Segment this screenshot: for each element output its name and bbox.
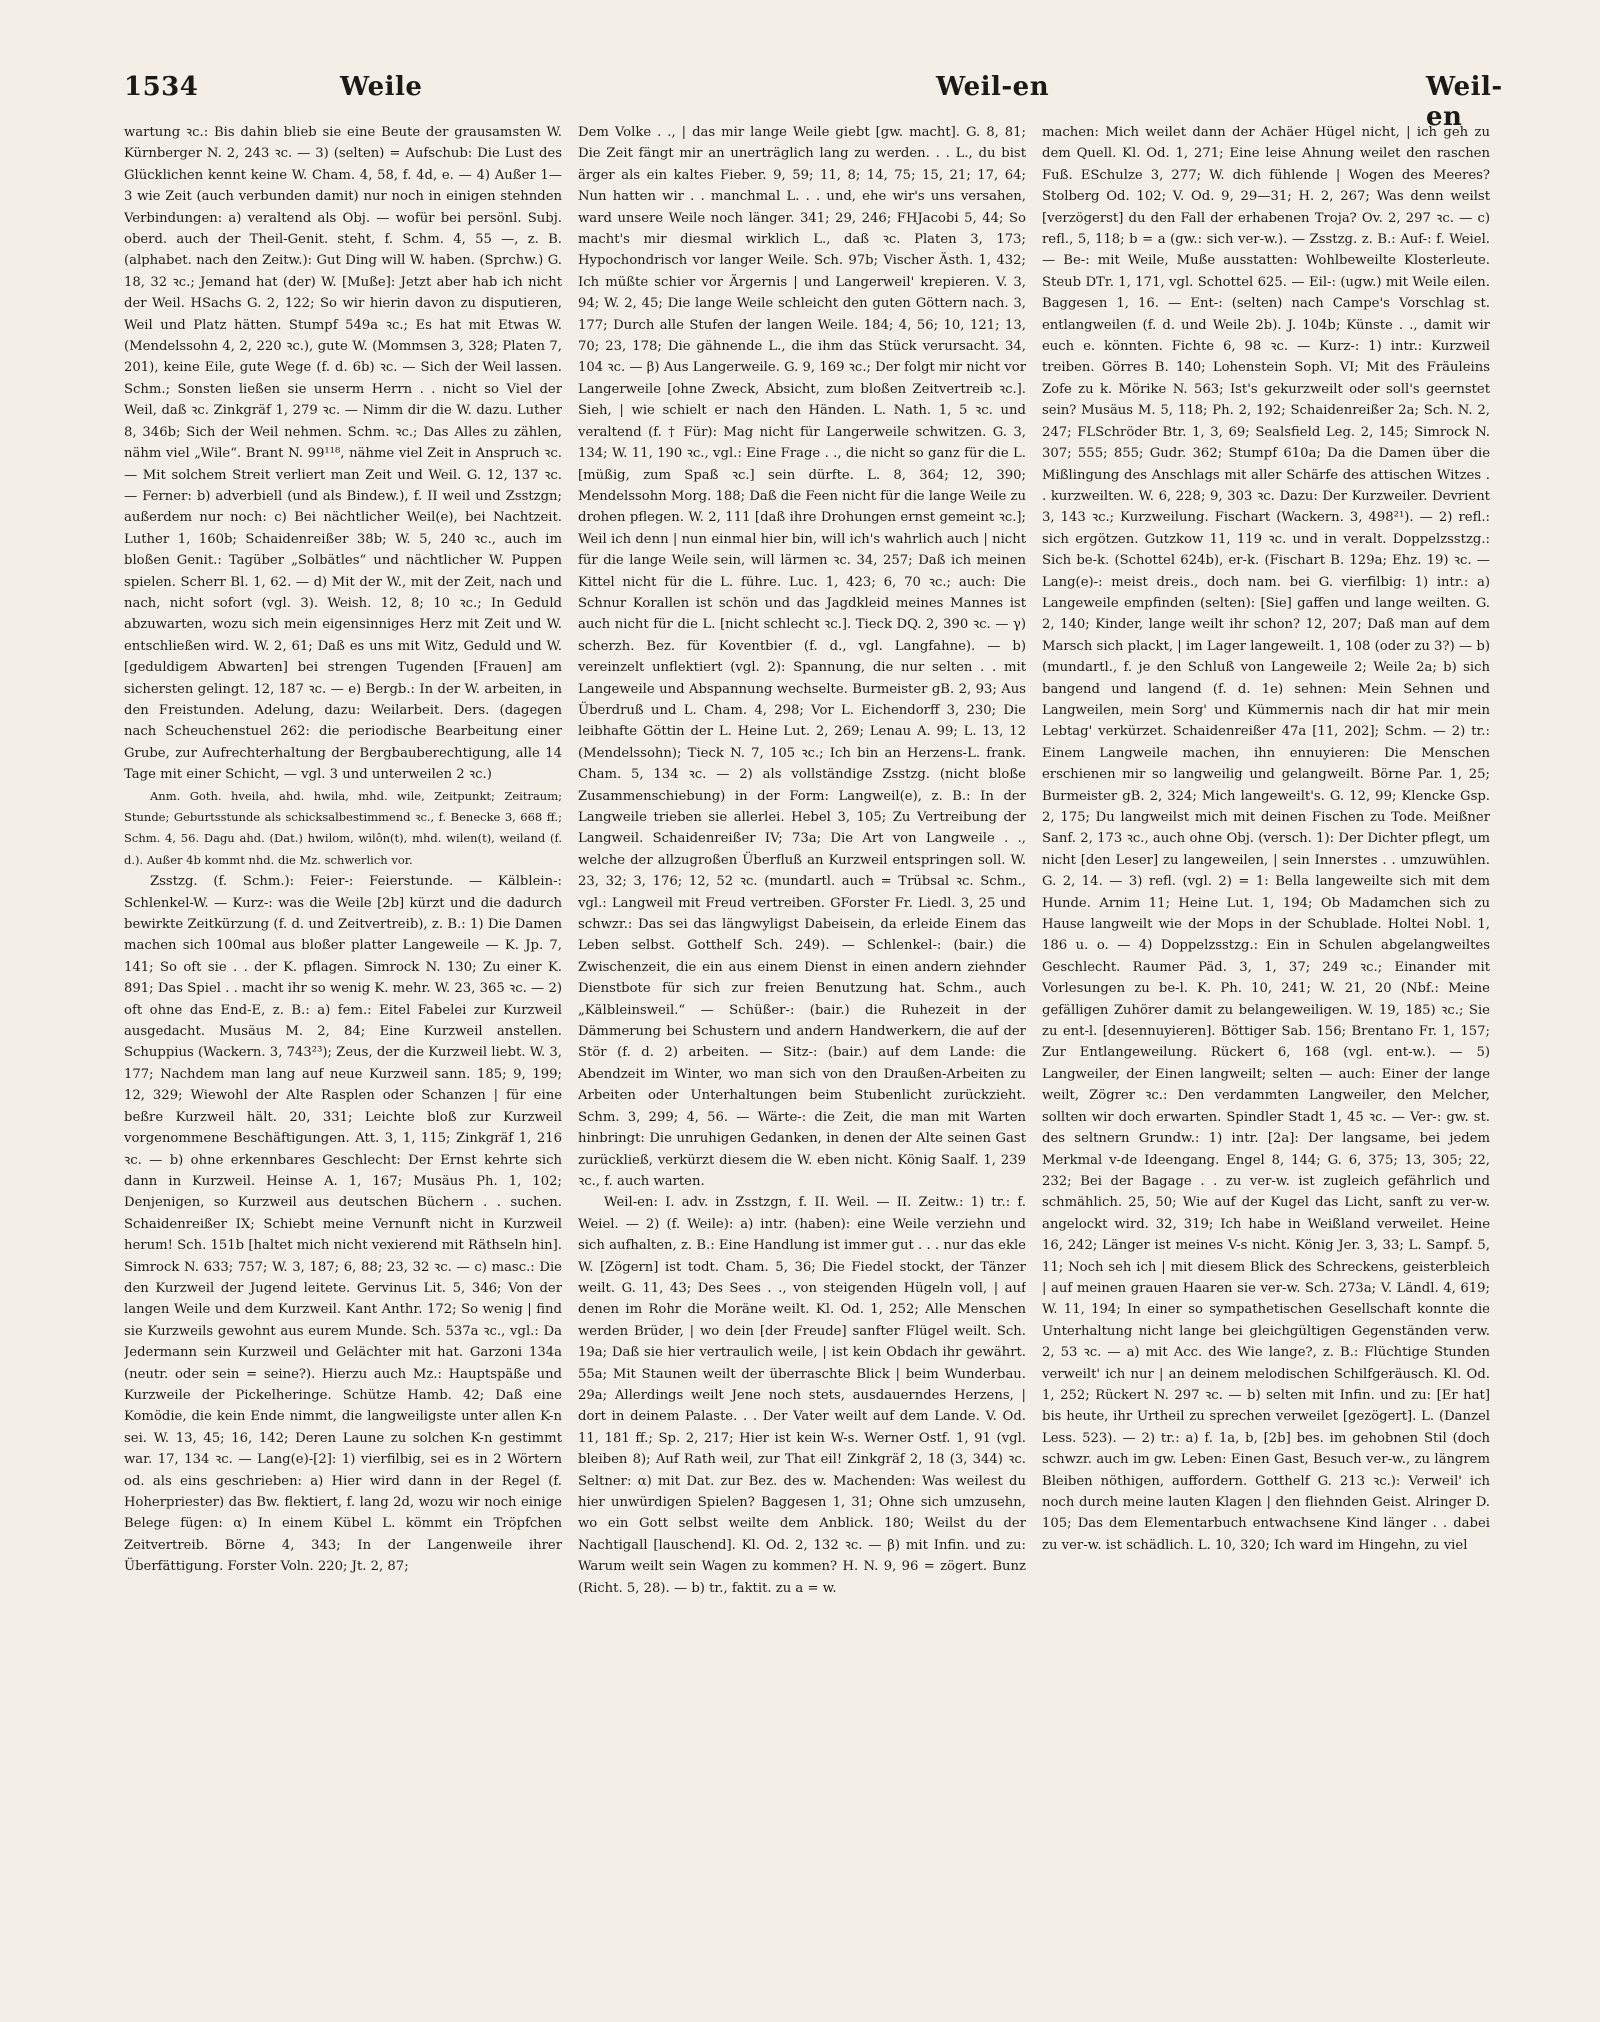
running-head-left: Weile	[340, 72, 423, 102]
entry-paragraph: machen: Mich weilet dann der Achäer Hügel nicht, | ich geh zu dem Quell. Kl. Od. 1, 271; Eine leise Ahnung weilet den raschen Fuß. ESchulze 3, 277; W. dich fühlende | Wogen des Meeres? Stolberg Od. 102; V. Od. 9, 29—31; H. 2, 267; Was denn weilst [verzögerst] du den Fall der erhabenen Troja? Ov. 2, 297 ꝛc. — c) refl., 5, 118; b = a (gw.: sich ver-w.). — Zsstzg. z. B.: Auf-: f. Weiel. — Be-: mit Weile, Muße ausstatten: Wohlbeweilte Klosterleute. Steub DTr. 1, 171, vgl. Schottel 625. — Eil-: (ugw.) mit Weile eilen. Baggesen 1, 16. — Ent-: (selten) nach Campe's Vorschlag st. entlangweilen (f. d. und Weile 2b). J. 104b; Künste . ., damit wir euch e. könnten. Fichte 6, 98 ꝛc. — Kurz-: 1) intr.: Kurzweil treiben. Görres B. 140; Lohenstein Soph. VI; Mit des Fräuleins Zofe zu k. Mörike N. 563; Ist's gekurzweilt oder soll's geernstet sein? Musäus M. 5, 118; Ph. 2, 192; Schaidenreißer 2a; Sch. N. 2, 247; FLSchröder Btr. 1, 3, 69; Sealsfield Leg. 2, 145; Simrock N. 307; 555; 855; Gudr. 362; Stumpf 610a; Da die Damen über die Mißlingung des Anschlags mit aller Schärfe des attischen Witzes . . kurzweilten. W. 6, 228; 9, 303 ꝛc. Dazu: Der Kurzweiler. Devrient 3, 143 ꝛc.; Kurzweilung. Fischart (Wackern. 3, 498²¹). — 2) refl.: sich ergötzen. Gutzkow 11, 119 ꝛc. und in veralt. Doppelzsstzg.: Sich be-k. (Schottel 624b), er-k. (Fischart B. 129a; Ehz. 19) ꝛc. — Lang(e)-: meist dreis., doch nam. bei G. vierfilbig: 1) intr.: a) Langeweile empfinden (selten): [Sie] gaffen und lange weilten. G. 2, 140; Kinder, lange weilt ihr schon? 12, 207; Daß man auf dem Marsch sich plackt, | im Lager langeweilt. 1, 108 (oder zu 3?) — b) (mundartl., f. je den Schluß von Langeweile 2; Weile 2a; b) sich bangend und langend (f. d. 1e) sehnen: Mein Sehnen und Langweilen, mein Sorg' und Kümmernis nach dir hat mir mein Lebtag' verkürzet. Schaidenreißer 47a [11, 202]; Schm. — 2) tr.: Einem Langweile machen, ihn ennuyieren: Die Menschen erschienen mir so langweilig und gelangweilt. Börne Par. 1, 25; Burmeister gB. 2, 324; Mich langeweilt's. G. 12, 99; Klencke Gsp. 2, 175; Du langweilst mich mit deinen Fischen zu Tode. Meißner Sanf. 2, 173 ꝛc., auch ohne Obj. (versch. 1): Der Dichter pflegt, um nicht [den Leser] zu langeweilen, | sein Innerstes . . umzuwühlen. G. 2, 14. — 3) refl. (vgl. 2) = 1: Bella langeweilte sich mit dem Hunde. Arnim 11; Heine Lut. 1, 194; Ob Madamchen sich zu Hause langweilt wie der Mops in der Schublade. Holtei Nobl. 1, 186 u. o. — 4) Doppelzsstzg.: Ein in Schulen abgelangweiltes Geschlecht. Raumer Päd. 3, 1, 37; 249 ꝛc.; Einander mit Vorlesungen zu be-l. K. Ph. 10, 241; W. 21, 20 (Nbf.: Meine gefälligen Zuhörer damit zu belangeweiligen. W. 19, 185) ꝛc.; Sie zu ent-l. [desennuyieren]. Böttiger Sab. 156; Brentano Fr. 1, 157; Zur Entlangeweilung. Rückert 6, 168 (vgl. ent-w.). — 5) Langweiler, der Einen langweilt; selten — auch: Einer der lange weilt, Zögrer ꝛc.: Den verdammten Langweiler, den Melcher, sollten wir doch erwarten. Spindler Stadt 1, 45 ꝛc. — Ver-: gw. st. des seltnern Grundw.: 1) intr. [2a]: Der langsame, bei jedem Merkmal v-de Ideengang. Engel 8, 144; G. 6, 375; 13, 305; 22, 232; Bei der Bagage . . zu ver-w. ist zugleich gefährlich und schmählich. 25, 50; Wie auf der Kugel das Licht, sanft zu ver-w. angelockt wird. 32, 319; Ich habe in Weißland verweilet. Heine 16, 242; Länger ist meines V-s nicht. König Jer. 3, 33; L. Sampf. 5, 11; Noch seh ich | mit diesem Blick des Schreckens, geisterbleich | auf meinen grauen Haaren sie ver-w. Sch. 273a; V. Ländl. 4, 619; W. 11, 194; In einer so sympathetischen Gesellschaft konnte die Unterhaltung nicht lange bei gleichgültigen Gegenständen verw. 2, 53 ꝛc. — a) mit Acc. des Wie lange?, z. B.: Flüchtige Stunden verweilt' ich nur | an deinem melodischen Schilfgeräusch. Kl. Od. 1, 252; Rückert N. 297 ꝛc. — b) selten mit Infin. und zu: [Er hat] bis heute, ihr Urtheil zu sprechen verweilet [gezögert]. L. (Danzel Less. 523). — 2) tr.: a) f. 1a, b, [2b] bes. im gehobnen Stil (doch schwzr. auch im gw. Leben: Einen Gast, Besuch ver-w., zu längrem Bleiben nöthigen, auffordern. Gotthelf G. 213 ꝛc.): Verweil' ich noch durch meine lauten Klagen | den fliehnden Geist. Alringer D. 105; Das dem Elementarbuch entwachsene Kind länger . . dabei zu ver-w. ist schädlich. L. 10, 320; Ich ward im Hingehn, zu viel	[1042, 125, 1490, 1553]
page-header	[124, 72, 1522, 132]
compounds-paragraph: Zsstzg. (f. Schm.): Feier-: Feierstunde. — Kälblein-: Schlenkel-W. — Kurz-: was die Weile [2b] kürzt und die dadurch bewirkte Zeitkürzung (f. d. und Zeitvertreib), z. B.: 1) Die Damen machen sich 100mal aus bloßer platter Langeweile — K. Jp. 7, 141; So oft sie . . der K. pflagen. Simrock N. 130; Zu einer K. 891; Das Spiel . . macht ihr so wenig K. mehr. W. 23, 365 ꝛc. — 2) oft ohne das End-E, z. B.: a) fem.: Eitel Fabelei zur Kurzweil ausgedacht. Musäus M. 2, 84; Eine Kurzweil anstellen. Schuppius (Wackern. 3, 743²³); Zeus, der die Kurzweil liebt. W. 3, 177; Nachdem man lang auf neue Kurzweil sann. 185; 9, 199; 12, 329; Wiewohl der Alte Rasplen oder Schanzen | für eine beßre Kurzweil hält. 20, 331; Leichte bloß zur Kurzweil vorgenommene Beschäftigungen. Att. 3, 1, 115; Zinkgräf 1, 216 ꝛc. — b) ohne erkennbares Geschlecht: Der Ernst kehrte sich dann in Kurzweil. Heinse A. 1, 167; Musäus Ph. 1, 102; Denjenigen, so Kurzweil aus deutschen Büchern . . suchen. Schaidenreißer IX; Schiebt meine Vernunft nicht in Kurzweil herum! Sch. 151b [haltet mich nicht vexierend mit Räthseln hin]. Simrock N. 633; 757; W. 3, 187; 6, 88; 23, 32 ꝛc. — c) masc.: Die den Kurzweil der Jugend leitete. Gervinus Lit. 5, 346; Von der langen Weile und dem Kurzweil. Kant Anthr. 172; So wenig | find sie Kurzweils gewohnt aus eurem Munde. Sch. 537a ꝛc., vgl.: Da Jedermann sein Kurzweil und Gelächter mit hat. Garzoni 134a (neutr. oder sein = seine?). Hierzu auch Mz.: Hauptspäße und Kurzweile der Pickelheringe. Schütze Hamb. 42; Daß eine Komödie, die kein Ende nimmt, die langweiligste unter allen K-n sei. W. 13, 45; 16, 142; Deren Laune zu solchen K-n gestimmt war. 17, 134 ꝛc. — Lang(e)-[2]: 1) vierfilbig, sei es in 2 Wörtern od. als eins geschrieben: a) Hier wird dann in der Regel (f. Hoherpriester) das Bw. flektiert, f. lang 2d, wozu wir noch einige Belege fügen: α) In einem Kübel L. kömmt ein Tröpfchen Zeitvertreib. Börne 4, 343; In der Langenweile ihrer Überfättigung. Forster Voln. 220; Jt. 2, 87;	[124, 874, 562, 1575]
entry-paragraph: wartung ꝛc.: Bis dahin blieb sie eine Beute der grausamsten W. Kürnberger N. 2, 243 ꝛc. — 3) (selten) = Aufschub: Die Lust des Glücklichen kennt keine W. Cham. 4, 58, f. 4d, e. — 4) Außer 1—3 wie Zeit (auch verbunden damit) nur noch in einigen stehnden Verbindungen: a) veraltend als Obj. — wofür bei persönl. Subj. oberd. auch der Theil-Genit. steht, f. Schm. 4, 55 —, z. B. (alphabet. nach den Zeitw.): Gut Ding will W. haben. (Sprchw.) G. 18, 32 ꝛc.; Jemand hat (der) W. [Muße]: Jetzt aber hab ich nicht der Weil. HSachs G. 2, 122; So wir hierin davon zu disputieren, Weil und Platz hätten. Stumpf 549a ꝛc.; Es hat mit Etwas W. (Mendelssohn 4, 2, 220 ꝛc.), gute W. (Mommsen 3, 328; Platen 7, 201), keine Eile, gute Wege (f. d. 6b) ꝛc. — Sich der Weil lassen. Schm.; Sonsten ließen sie unserm Herrn . . nicht so Viel der Weil, daß ꝛc. Zinkgräf 1, 279 ꝛc. — Nimm dir die W. dazu. Luther 8, 346b; Sich der Weil nehmen. Schm. ꝛc.; Das Alles zu zählen, nähm viel „Wile“. Brant N. 99¹¹⁸, nähme viel Zeit in Anspruch ꝛc. — Mit solchem Streit verliert man Zeit und Weil. G. 12, 137 ꝛc. — Ferner: b) adverbiell (und als Bindew.), f. II weil und Zsstzgn; außerdem nur noch: c) Bei nächtlicher Weil(e), bei Nachtzeit. Luther 1, 160b; Schaidenreißer 38b; W. 5, 240 ꝛc., auch im bloßen Genit.: Tagüber „Solbätles“ und nächtlicher W. Puppen spielen. Scherr Bl. 1, 62. — d) Mit der W., mit der Zeit, nach und nach, nicht sofort (vgl. 3). Weish. 12, 8; 10 ꝛc.; In Geduld abzuwarten, wozu sich mein eigensinniges Herz mit Zeit und W. entschließen wird. W. 2, 61; Daß es uns mit Witz, Geduld und W. [geduldigem Abwarten] bei strengen Tugenden [Frauen] am sichersten gelingt. 12, 187 ꝛc. — e) Bergb.: In der W. arbeiten, in den Freistunden. Adelung, dazu: Weilarbeit. Ders. (dagegen nach Scheuchenstuel 262: die periodische Bearbeitung einer Grube, zur Aufrechterhaltung der Bergbauberechtigung, alle 14 Tage mit einer Schicht, — vgl. 3 und unterweilen 2 ꝛc.)	[124, 125, 562, 783]
text-column-right	[1042, 122, 1490, 2002]
entry-paragraph: Dem Volke . ., | das mir lange Weile giebt [gw. macht]. G. 8, 81; Die Zeit fängt mir an unerträglich lang zu werden. . . L., du bist ärger als ein kaltes Fieber. 9, 59; 11, 8; 14, 75; 15, 21; 17, 64; Nun hatten wir . . manchmal L. . . und, ehe wir's uns versahen, ward unsere Weile noch länger. 341; 29, 246; FHJacobi 5, 44; So macht's mir diesmal wirklich L., daß ꝛc. Platen 3, 173; Hypochondrisch vor langer Weile. Sch. 97b; Vischer Ästh. 1, 432; Ich müßte schier vor Ärgernis | und Langerweil' krepieren. V. 3, 94; W. 2, 45; Die lange Weile schleicht den guten Göttern nach. 3, 177; Durch alle Stufen der langen Weile. 184; 4, 56; 10, 121; 13, 70; 23, 178; Die gähnende L., die ihm das Stück verursacht. 34, 104 ꝛc. — β) Aus Langerweile. G. 9, 169 ꝛc.; Der folgt mir nicht vor Langerweile [ohne Zweck, Absicht, zum bloßen Zeitvertreib ꝛc.]. Sieh, | wie schielt er nach den Händen. L. Nath. 1, 5 ꝛc. und veraltend (f. † Für): Mag nicht für Langerweile schwitzen. G. 3, 134; W. 11, 190 ꝛc., vgl.: Eine Frage . ., die nicht so ganz für die L. [müßig, zum Spaß ꝛc.] sein dürfte. L. 8, 364; 12, 390; Mendelssohn Morg. 188; Daß die Feen nicht für die lange Weile zu drohen pflegen. W. 2, 111 [daß ihre Drohungen ernst gemeint ꝛc.]; Weil ich denn | nun einmal hier bin, will ich's wahrlich auch | nicht für die lange Weile sein, will lärmen ꝛc. 34, 257; Daß ich meinen Kittel nicht für die L. führe. Luc. 1, 423; 6, 70 ꝛc.; auch: Die Schnur Korallen ist schön und das Jagdkleid meines Mannes ist auch nicht für die L. [nicht schlecht ꝛc.]. Tieck DQ. 2, 390 ꝛc. — γ) scherzh. Bez. für Koventbier (f. d., vgl. Langfahne). — b) vereinzelt unflektiert (vgl. 2): Spannung, die nur selten . . mit Langeweile und Abspannung wechselte. Burmeister gB. 2, 93; Aus Überdruß und L. Cham. 4, 298; Vor L. Eichendorff 3, 230; Die leibhafte Göttin der L. Heine Lut. 2, 269; Lenau A. 99; L. 13, 12 (Mendelssohn); Tieck N. 7, 105 ꝛc.; Ich bin an Herzens-L. frank. Cham. 5, 134 ꝛc. — 2) als vollständige Zsstzg. (nicht bloße Zusammenschiebung) in der Form: Langweil(e), z. B.: In der Langweile trieben sie allerlei. Hebel 3, 105; Zu Vertreibung der Langweil. Schaidenreißer IV; 73a; Die Art von Langweile . ., welche der allzugroßen Überfluß an Kurzweil entspringen soll. W. 23, 32; 3, 176; 12, 52 ꝛc. (mundartl. auch = Trübsal ꝛc. Schm., vgl.: Langweil mit Freud vertreiben. GForster Fr. Liedl. 3, 25 und schwzr.: Das sei das längwyligst Dabeisein, da erleide Einem das Leben selbst. Gotthelf Sch. 249). — Schlenkel-: (bair.) die Zwischenzeit, die ein aus einem Dienst in einen andern ziehnder Dienstbote für sich zur freien Benutzung hat. Schm., auch „Kälbleinsweil.“ — Schüßer-: (bair.) die Ruhezeit in der Dämmerung bei Schustern und andern Handwerkern, die auf der Stör (f. d. 2) arbeiten. — Sitz-: (bair.) auf dem Lande: die Abendzeit im Winter, wo man sich von den Draußen-Arbeiten zu Arbeiten oder Unterhaltungen beim Stubenlicht zurückzieht. Schm. 3, 299; 4, 56. — Wärte-: die Zeit, die man mit Warten hinbringt: Die unruhigen Gedanken, in denen der Alte seinen Gast zurückließ, verkürzt diesem die W. eben nicht. König Saalf. 1, 239 ꝛc., f. auch warten.	[578, 125, 1026, 1189]
text-column-middle	[578, 122, 1026, 2002]
etymology-note: Anm. Goth. hveila, ahd. hwila, mhd. wile, Zeitpunkt; Zeitraum; Stunde; Geburtsstunde als schicksalbestimmend ꝛc., f. Benecke 3, 668 ff.; Schm. 4, 56. Dagu ahd. (Dat.) hwilom, wilôn(t), mhd. wilen(t), weiland (f. d.). Außer 4b kommt nhd. die Mz. schwerlich vor.	[124, 788, 562, 867]
running-head-right: Weil-en	[1426, 72, 1503, 132]
running-head-center: Weil-en	[936, 72, 1050, 102]
entry-weilen: Weil-en: I. adv. in Zsstzgn, f. II. Weil. — II. Zeitw.: 1) tr.: f. Weiel. — 2) (f. Weile): a) intr. (haben): eine Weile verziehn und sich aufhalten, z. B.: Eine Handlung ist immer gut . . . nur das ekle W. [Zögern] ist todt. Cham. 5, 36; Die Fiedel stockt, der Tänzer weilt. G. 11, 43; Des Sees . ., von steigenden Hügeln voll, | auf denen im Rohr die Moräne weilt. Kl. Od. 1, 252; Alle Menschen werden Brüder, | wo dein [der Freude] sanfter Flügel weilt. Sch. 19a; Daß sie hier vertraulich weile, | ist kein Obdach ihr gewährt. 55a; Mit Staunen weilt der überraschte Blick | beim Wunderbau. 29a; Allerdings weilt Jene noch stets, ausdauerndes Herzens, | dort in deinem Palaste. . . Der Vater weilt auf dem Lande. V. Od. 11, 181 ff.; Sp. 2, 217; Hier ist kein W-s. Werner Ostf. 1, 91 (vgl. bleiben 8); Auf Rath weil, zur That eil! Zinkgräf 2, 18 (3, 344) ꝛc. Seltner: α) mit Dat. zur Bez. des w. Machenden: Was weilest du hier unwürdigen Spielen? Baggesen 1, 31; Ohne sich umzusehn, wo ein Gott selbst weilte dem Anblick. 180; Weilst du der Nachtigall [lauschend]. Kl. Od. 2, 132 ꝛc. — β) mit Infin. und zu: Warum weilt sein Wagen zu kommen? H. N. 9, 96 = zögert. Bunz (Richt. 5, 28). — b) tr., faktit. zu a = w.	[578, 1195, 1026, 1596]
page-number: 1534	[124, 72, 199, 102]
text-column-left	[124, 122, 562, 2002]
